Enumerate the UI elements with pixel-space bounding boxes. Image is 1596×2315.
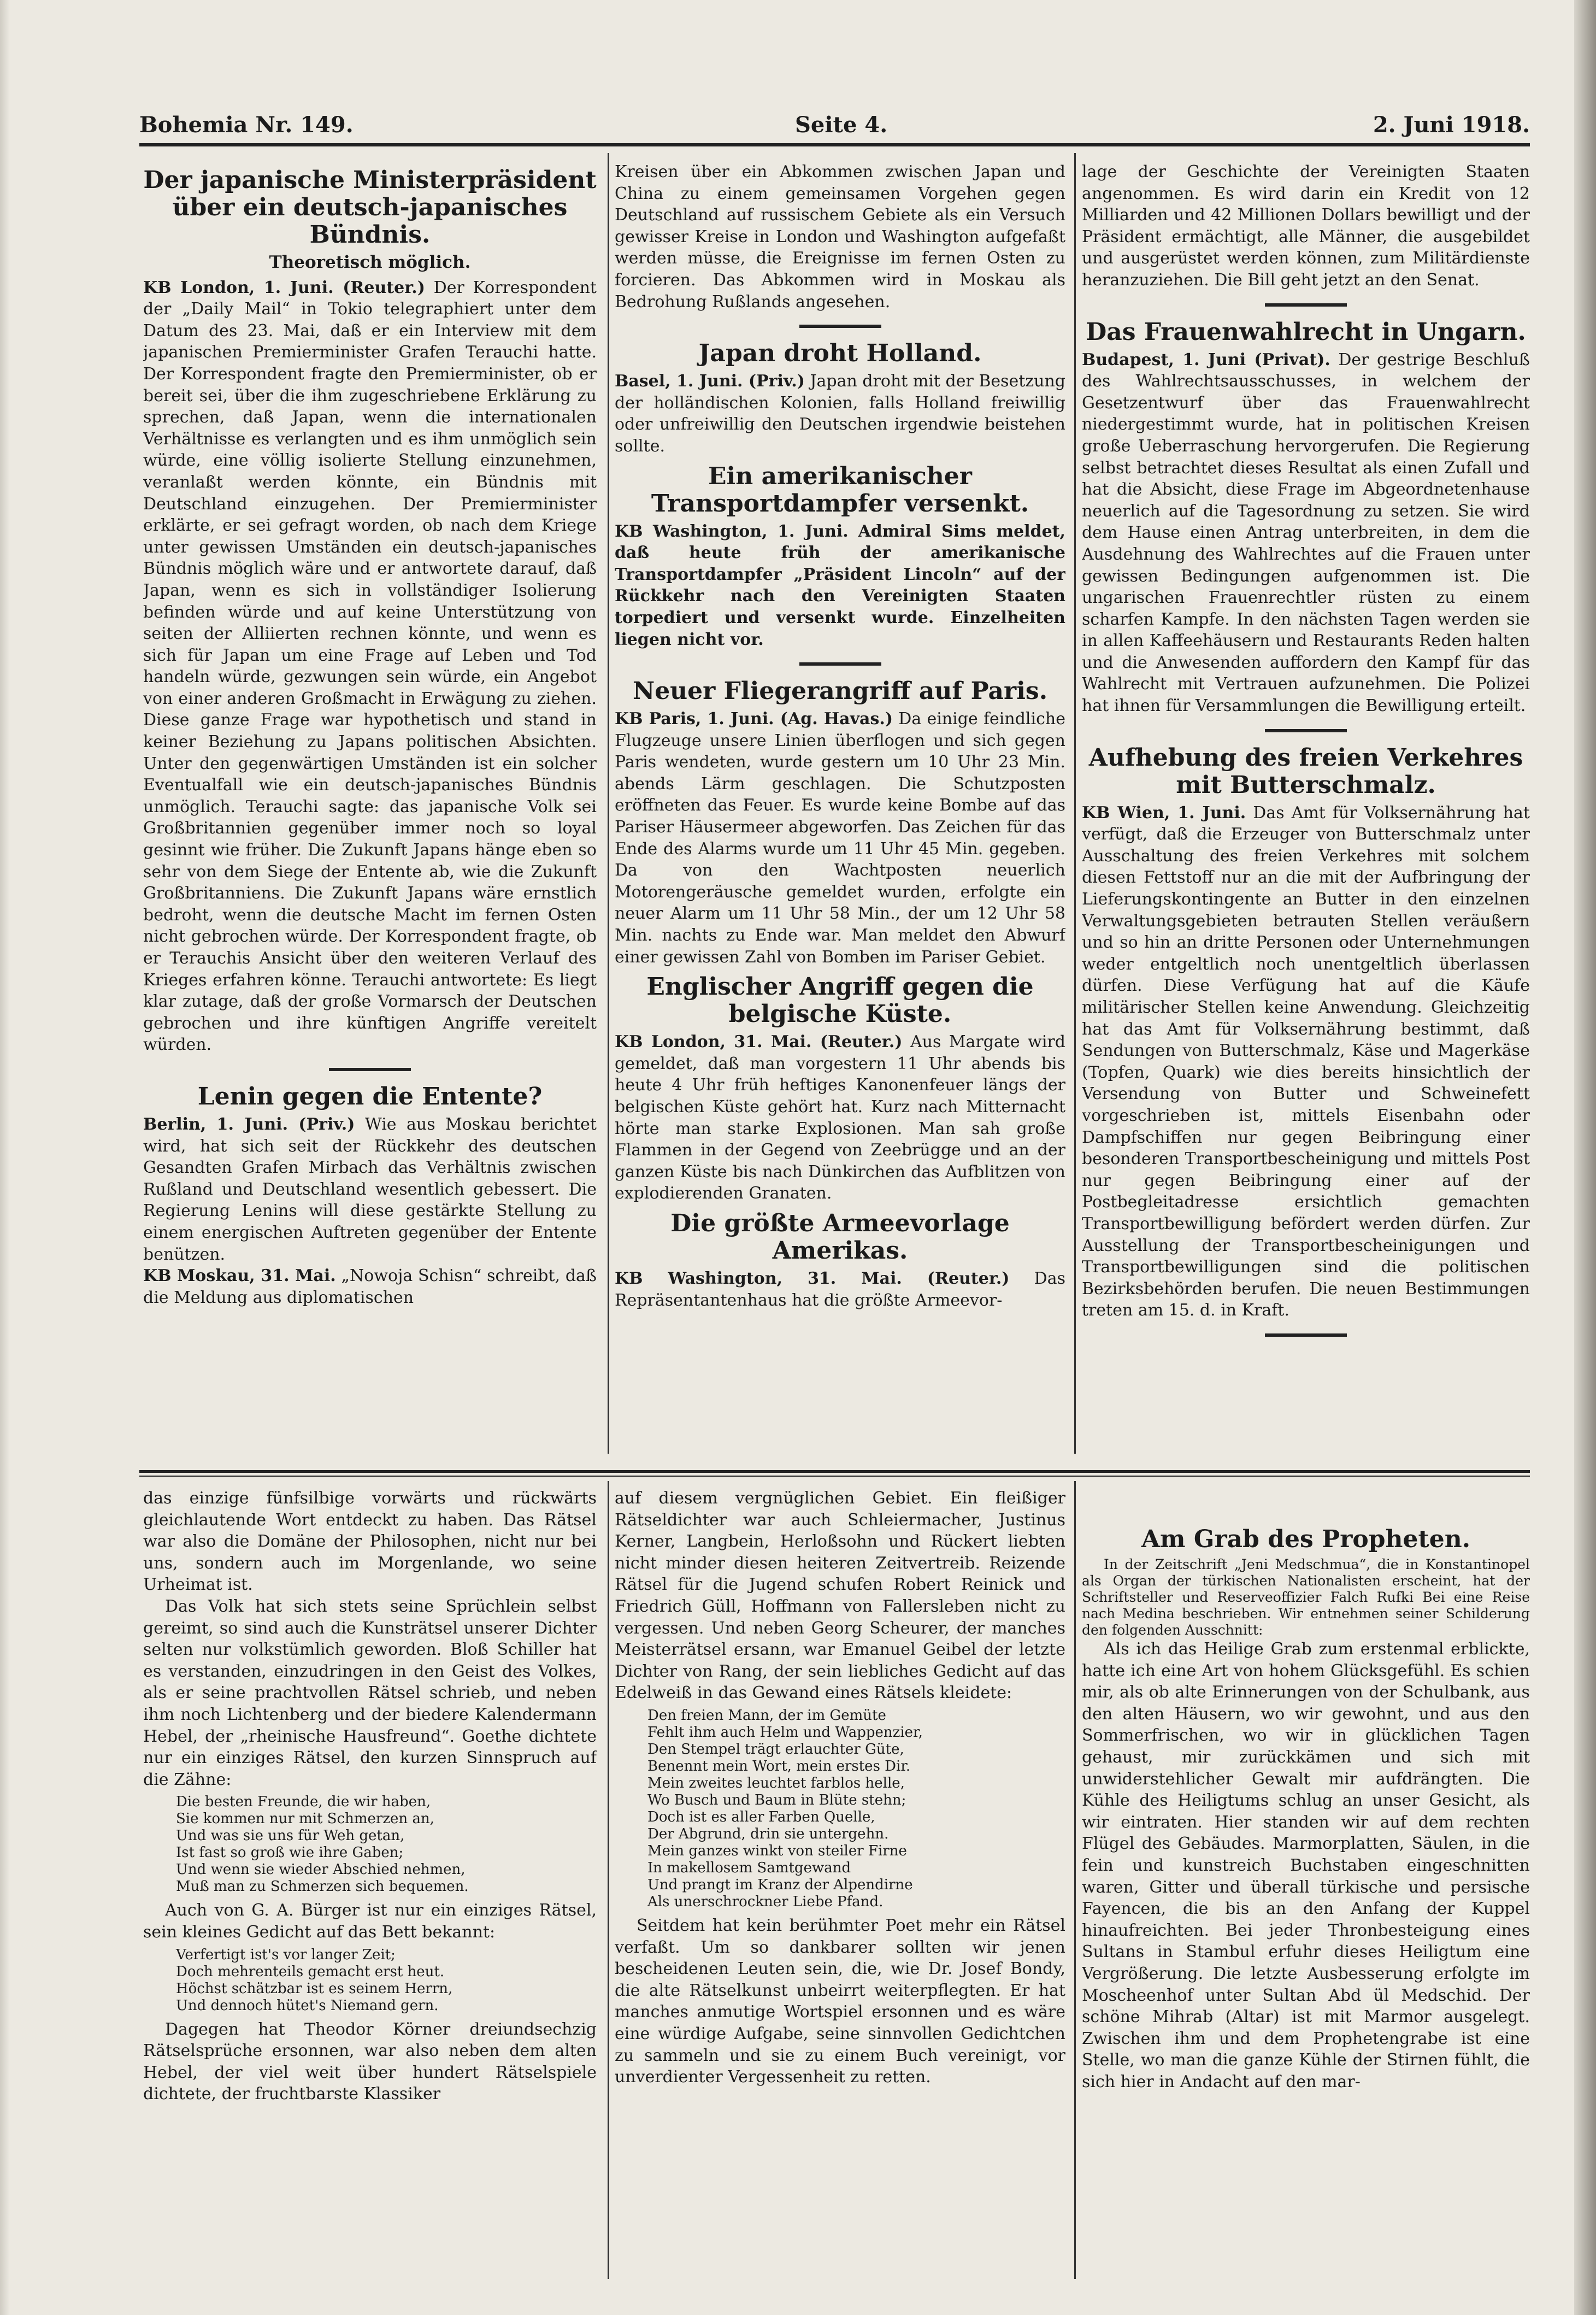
poem-line: Fehlt ihm auch Helm und Wappenzier, <box>647 1724 923 1741</box>
poem-line: Den freien Mann, der im Gemüte <box>647 1707 886 1724</box>
poem-line: Die besten Freunde, die wir haben, <box>176 1794 431 1811</box>
headline-lenin: Lenin gegen die Entente? <box>197 1082 543 1111</box>
poem-line: Und was sie uns für Weh getan, <box>176 1828 405 1844</box>
feuilleton-column-1 <box>143 1488 597 2285</box>
headline-armeevorlage: Die größte Armeevorlage Amerikas. <box>670 1209 1010 1265</box>
headline-frauenwahlrecht: Das Frauenwahlrecht in Ungarn. <box>1086 318 1526 346</box>
article-butterschmalz <box>1082 802 1530 1321</box>
article-armeevorlage-continued: lage der Geschichte der Vereinigten Staaten angenommen. Es wird darin ein Kredit von 12 Milliarden und 42 Millionen Dollars bewilligt und der Präsident ermächtigt, alle Männer, die ausgebildet und ausgerüstet werden können, zum Militärdienste heranzuziehen. Die Bill geht jetzt an den Senat. <box>1082 162 1530 290</box>
poem-line: Sie kommen nur mit Schmerzen an, <box>176 1811 434 1828</box>
poem-bett <box>176 1947 597 2014</box>
headline-japan-minister: Der japanische Ministerpräsident über ein deutsch-japanisches Bündnis. <box>143 166 597 249</box>
poem-line: In makellosem Samtgewand <box>647 1859 851 1876</box>
headline-transportdampfer: Ein amerikanischer Transportdampfer versenkt. <box>651 462 1029 518</box>
poem-line: Verfertigt ist's vor langer Zeit; <box>176 1946 396 1963</box>
column-divider-1 <box>608 153 609 1454</box>
article-japan-holland-body: Japan droht mit der Besetzung der holländischen Kolonien, falls Holland freiwillig oder unfreiwillig den Deutschen irgendwie beistehen sollte. <box>615 372 1065 456</box>
article-butterschmalz-body: Das Amt für Volksernährung hat verfügt, daß die Erzeuger von Butterschmalz unter Ausschaltung des freien Verkehres mit solchem diesen Fettstoff nur an die mit der Aufbringung der Lieferungskontingente an Butter in den einzelnen Verwaltungsgebieten betrauten Stellen veräußern und so hin an dritte Personen oder Unternehmungen weder entgeltlich noch unentgeltlich überlassen dürfen. Diese Verfügung hat auf die Käufe militärischer Stellen keine Anwendung. Gleichzeitig hat das Amt für Volksernährung bestimmt, daß Sendungen von Butterschmalz, Käse und Magerkäse (Topfen, Quark) wie dies bereits hinsichtlich der Versendung von Butter und Schweinefett vorgeschrieben ist, mittels Eisenbahn oder Dampfschiffen nur gegen Beibringung einer besonderen Transportbescheinigung und mittels Post nur gegen Beibringung einer auf der Postbegleitadresse ersichtlich gemachten Transportbewilligung befördert werden dürfen. Zur Ausstellung der Transportbescheinigungen und Transportbewilligungen sind die politischen Bezirksbehörden berufen. Die neuen Bestimmungen treten am 15. d. in Kraft. <box>1082 803 1530 1320</box>
article-belgische-kueste <box>615 1031 1065 1204</box>
feuilleton-paragraph-5: auf diesem vergnüglichen Gebiet. Ein fleißiger Rätseldichter war auch Schleiermacher, Justinus Kerner, Langbein, Herloßsohn und Rückert liebten nicht minder diesen heiteren Zeitvertreib. Reizende Rätsel für die Jugend schufen Robert Reinick und Friedrich Güll, Hoffmann von Fallersleben nicht zu vergessen. Und neben Georg Scheurer, der manches Meisterrätsel ersann, war Emanuel Geibel der letzte Dichter von Rang, der sein liebliches Gedicht auf das Edelweiß in das Gewand eines Rätsels kleidete: <box>615 1489 1065 1703</box>
page-header <box>139 112 1530 145</box>
poem-line: Als unerschrockner Liebe Pfand. <box>647 1893 884 1910</box>
article-separator <box>1265 303 1347 307</box>
headline-fliegerangriff: Neuer Fliegerangriff auf Paris. <box>632 677 1048 706</box>
article-separator <box>799 662 881 666</box>
poem-line: Und prangt im Kranz der Alpendirne <box>647 1876 913 1893</box>
feuilleton-rule <box>139 1470 1530 1473</box>
article-separator <box>1265 1333 1347 1337</box>
header-issue: Bohemia Nr. 149. <box>139 112 354 138</box>
column-divider-4 <box>1074 1481 1076 2279</box>
poem-line: Muß man zu Schmerzen sich bequemen. <box>176 1878 469 1895</box>
article-armeevorlage-body: Das Repräsentantenhaus hat die größte Armeevor- <box>615 1268 1065 1310</box>
dateline-wien: KB Wien, 1. Juni. <box>1082 803 1246 822</box>
feuilleton-paragraph-6: Seitdem hat kein berühmter Poet mehr ein Rätsel verfaßt. Um so dankbarer sollten wir jenen bescheidenen Leuten sein, die, wie Dr. Josef Bondy, die alte Rätselkunst unbeirrt weiterpflegten. Er hat manches anmutige Wortspiel ersonnen und es wäre eine würdige Aufgabe, seine sinnvollen Gedichtchen zu sammeln und sie zu einem Buch vereinigt, vor unverdienter Vergessenheit zu retten. <box>615 1916 1065 2087</box>
feuilleton-column-2 <box>615 1488 1065 2285</box>
feuilleton-paragraph-4: Dagegen hat Theodor Körner dreiundsechzig Rätselsprüche ersonnen, war also neben dem alten Hebel, der viel weit über hundert Rätselspiele dichtete, der fruchtbarste Klassiker <box>143 2019 597 2104</box>
article-transportdampfer <box>615 521 1065 651</box>
headline-grab-propheten: Am Grab des Propheten. <box>1141 1525 1471 1553</box>
dateline-paris: KB Paris, 1. Juni. (Ag. Havas.) <box>615 709 893 729</box>
column-divider-3 <box>608 1481 609 2279</box>
poem-line: Und dennoch hütet's Niemand gern. <box>176 1997 439 2014</box>
dateline-london: KB London, 1. Juni. (Reuter.) <box>143 278 425 297</box>
dateline-washington-2: KB Washington, 31. Mai. (Reuter.) <box>615 1268 1010 1288</box>
article-lenin <box>143 1114 597 1265</box>
article-moskau <box>143 1265 597 1308</box>
article-fliegerangriff <box>615 708 1065 968</box>
article-separator <box>329 1068 411 1071</box>
poem-line: Doch ist es aller Farben Quelle, <box>647 1808 875 1825</box>
article-japan-minister <box>143 277 597 1056</box>
poem-line: Wo Busch und Baum in Blüte stehn; <box>647 1791 906 1808</box>
poem-line: Den Stempel trägt erlauchter Güte, <box>647 1741 904 1758</box>
column-3 <box>1082 161 1530 1462</box>
headline-butterschmalz: Aufhebung des freien Verkehres mit Butterschmalz. <box>1088 743 1523 799</box>
subhead-theoretisch: Theoretisch möglich. <box>269 252 471 272</box>
dateline-washington: KB Washington, 1. Juni. <box>615 521 849 541</box>
article-japan-minister-body: Der Korrespondent der „Daily Mail“ in Tokio telegraphiert unter dem Datum des 23. Mai, daß er ein Interview mit dem japanischen Premierminister Grafen Terauchi hatte. Der Korrespondent fragte den Premierminister, ob er bereit sei, über die ihm zugeschriebene Erklärung zu sprechen, daß Japan, wenn die internationalen Verhältnisse es verlangten und es ihm unmöglich sein würde, eine völlig isolierte Stellung einzunehmen, veranlaßt werden könnte, ein Bündnis mit Deutschland einzugehen. Der Premierminister erklärte, er sei gefragt worden, ob nach dem Kriege unter gewissen Umständen ein deutsch-japanisches Bündnis möglich wäre und er antwortete darauf, daß Japan, wenn es sich in vollständiger Isolierung befinden würde und auf keine Unterstützung von seiten der Alliierten rechnen könnte, und wenn es sich für Japan um eine Frage auf Leben und Tod handeln würde, gezwungen sein würde, ein Angebot von einer anderen Großmacht in Erwägung zu ziehen. Diese ganze Frage war hypothetisch und stand in keiner Beziehung zu Japans politischen Absichten. Unter den gegenwärtigen Umständen ist ein solcher Eventualfall wie ein deutsch-japanisches Bündnis unmöglich. Terauchi sagte: das japanische Volk sei Großbritannien gegenüber immer noch so loyal gesinnt wie früher. Die Zukunft Japans hänge eben so sehr von dem Siege der Entente ab, wie die Zukunft Großbritanniens. Die Zukunft Japans wäre ernstlich bedroht, wenn die deutsche Macht im fernen Osten nicht gebrochen würde. Der Korrespondent fragte, ob er Terauchis Ansicht über den weiteren Verlauf des Krieges erfahren könne. Terauchi antwortete: Es liegt klar zutage, daß der große Vormarsch der Deutschen gebrochen und ihre künftigen Angriffe vereitelt würden. <box>143 278 597 1055</box>
headline-belgische-kueste: Englischer Angriff gegen die belgische Küste. <box>646 973 1034 1029</box>
header-date: 2. Juni 1918. <box>1373 112 1530 138</box>
column-2 <box>615 161 1065 1462</box>
dateline-berlin: Berlin, 1. Juni. (Priv.) <box>143 1114 355 1134</box>
column-1 <box>143 161 597 1462</box>
feuilleton-paragraph-1: das einzige fünfsilbige vorwärts und rückwärts gleichlautende Wort entdeckt zu haben. Das Rätsel war also die Domäne der Philosophen, nicht nur bei uns, sondern auch im Morgenlande, wo seine Urheimat ist. <box>143 1489 597 1595</box>
feuilleton-paragraph-2: Das Volk hat sich stets seine Sprüchlein selbst gereimt, so sind auch die Kunsträtsel unserer Dichter selten nur volkstümlich geworden. Bloß Schiller hat es verstanden, einzudringen in den Geist des Volkes, als er seine prachtvollen Rätsel schrieb, und neben ihm noch Lichtenberg und der biedere Kalendermann Hebel, der „rheinische Hausfreund“. Goethe dichtete nur ein einziges Rätsel, den kurzen Sinnspruch auf die Zähne: <box>143 1596 597 1789</box>
poem-zaehne <box>176 1794 597 1895</box>
header-page-number: Seite 4. <box>795 112 888 138</box>
poem-line: Mein ganzes winkt von steiler Firne <box>647 1842 907 1859</box>
poem-line: Mein zweites leuchtet farblos helle, <box>647 1775 905 1791</box>
dateline-moskau: KB Moskau, 31. Mai. <box>143 1266 336 1286</box>
poem-line: Ist fast so groß wie ihre Gaben; <box>176 1844 404 1861</box>
header-rule <box>139 143 1530 146</box>
poem-edelweiss <box>647 1707 1065 1911</box>
feuilleton-rule-thin <box>139 1476 1530 1477</box>
feuilleton-paragraph-3: Auch von G. A. Bürger ist nur ein einziges Rätsel, sein kleines Gedicht auf das Bett bekannt: <box>143 1901 597 1942</box>
poem-line: Der Abgrund, drin sie untergehn. <box>647 1825 889 1842</box>
prophet-intro: In der Zeitschrift „Jeni Medschmua“, die in Konstantinopel als Organ der türkischen Nationalisten erscheint, hat der Schriftsteller und Reserveoffizier Falch Rufki Bei eine Reise nach Medina beschrieben. Wir entnehmen seiner Schilderung den folgenden Ausschnitt: <box>1082 1556 1530 1638</box>
article-japan-holland <box>615 371 1065 457</box>
article-frauenwahlrecht <box>1082 349 1530 717</box>
article-separator <box>799 325 881 328</box>
article-separator <box>1265 729 1347 732</box>
poem-line: Höchst schätzbar ist es seinem Herrn, <box>176 1980 453 1997</box>
article-armeevorlage <box>615 1268 1065 1311</box>
column-divider-2 <box>1074 153 1076 1454</box>
dateline-budapest: Budapest, 1. Juni (Privat). <box>1082 350 1330 369</box>
article-moskau-body: „Nowoja Schisn“ schreibt, daß die Meldung aus diplomatischen <box>143 1266 597 1307</box>
poem-line: Doch mehrenteils gemacht erst heut. <box>176 1963 445 1980</box>
article-belgische-kueste-body: Aus Margate wird gemeldet, daß man vorgestern 11 Uhr abends bis heute 4 Uhr früh heftiges Kanonenfeuer längs der belgischen Küste gehört hat. Kurz nach Mitternacht hörte man starke Explosionen. Man sah große Flammen in der Gegend von Zeebrügge und an der ganzen Küste bis nach Dünkirchen das Aufblitzen von explodierenden Granaten. <box>615 1032 1065 1203</box>
dateline-london-2: KB London, 31. Mai. (Reuter.) <box>615 1032 903 1052</box>
feuilleton-column-3 <box>1082 1488 1530 2285</box>
poem-line: Und wenn sie wieder Abschied nehmen, <box>176 1861 466 1878</box>
poem-line: Benennt mein Wort, mein erstes Dir. <box>647 1758 911 1775</box>
article-lenin-body: Wie aus Moskau berichtet wird, hat sich seit der Rückkehr des deutschen Gesandten Grafen Mirbach das Verhältnis zwischen Rußland und Deutschland wesentlich gebessert. Die Regierung Lenins will diese gestärkte Stellung zu einem energischen Auftreten gegenüber der Entente benützen. <box>143 1114 597 1264</box>
article-fliegerangriff-body: Da einige feindliche Flugzeuge unsere Linien überflogen und sich gegen Paris wendeten, wurde gestern um 10 Uhr 23 Min. abends Lärm geschlagen. Die Schutzposten eröffneten das Feuer. Es wurde keine Bombe auf das Pariser Häusermeer abgeworfen. Das Zeichen für das Ende des Alarms wurde um 11 Uhr 45 Min. gegeben. Da von den Wachtposten neuerlich Motorengeräusche gemeldet wurden, erfolgte ein neuer Alarm um 11 Uhr 58 Min., der um 12 Uhr 58 Min. nachts zu Ende war. Man meldet den Abwurf einer gewissen Zahl von Bomben im Pariser Gebiet. <box>615 709 1065 967</box>
headline-japan-holland: Japan droht Holland. <box>698 339 982 368</box>
article-transportdampfer-body: Admiral Sims meldet, daß heute früh der amerikanische Transportdampfer „Präsident Lincoln“ auf der Rückkehr nach den Vereinigten Staaten torpediert und versenkt wurde. Einzelheiten liegen nicht vor. <box>615 521 1065 649</box>
page-left-edge <box>0 0 10 2315</box>
prophet-body: Als ich das Heilige Grab zum erstenmal erblickte, hatte ich eine Art von hohem Glücksgefühl. Es schien mir, als ob alte Erinnerungen von der Schulbank, aus den alten Häusern, wo wir gewohnt, und aus den Sommerfrischen, wo wir in glücklichen Tagen gehaust, mir zurückkämen und sich mit unwiderstehlicher Gewalt mir aufdrängten. Die Kühle des Heiligtums schlug an unser Gesicht, als wir eintraten. Hier standen wir auf dem rechten Flügel des Gebäudes. Marmorplatten, Säulen, in die fein und kunstreich Buchstaben eingeschnitten waren, Gitter und überall türkische und persische Fayencen, die bis an den Anfang der Kuppel hinaufreichten. Bei jeder Thronbesteigung eines Sultans in Stambul erfuhr dieses Heiligtum eine Vergrößerung. Die letzte Ausbesserung erfolgte im Moscheenhof unter Sultan Abd ül Medschid. Der schöne Mihrab (Altar) ist mit Marmor ausgelegt. Zwischen ihm und dem Prophetengrabe ist eine Stelle, wo man die ganze Kühle der Stirnen fühlt, die sich hier in Andacht auf den mar- <box>1082 1640 1530 2091</box>
article-moskau-continued: Kreisen über ein Abkommen zwischen Japan und China zu einem gemeinsamen Vorgehen gegen Deutschland auf russischem Gebiete als ein Versuch gewisser Kreise in London und Washington aufgefaßt werden müsse, die Ereignisse im fernen Osten zu forcieren. Das Abkommen wird in Moskau als Bedrohung Rußlands angesehen. <box>615 162 1065 312</box>
page-right-edge <box>1574 0 1596 2315</box>
article-frauenwahlrecht-body: Der gestrige Beschluß des Wahlrechtsausschusses, in welchem der Gesetzentwurf über das Frauenwahlrecht niedergestimmt wurde, hat in politischen Kreisen große Ueberraschung hervorgerufen. Die Regierung selbst betrachtet dieses Resultat als einen Zufall und hat die Absicht, diese Frage im Abgeordnetenhause neuerlich auf die Tagesordnung zu setzen. Sie wird dem Hause einen Antrag unterbreiten, in dem die Ausdehnung des Wahlrechtes auf die Frauen unter gewissen Bedingungen aufgenommen ist. Die ungarischen Frauenrechtler rüsten zu einem scharfen Kampfe. In den nächsten Tagen werden sie in allen Kaffeehäusern und Restaurants Reden halten und die Anwesenden auffordern den Kampf für das Wahlrecht mit Vertrauen aufzunehmen. Die Polizei hat ihnen für Versammlungen die Bewilligung erteilt. <box>1082 350 1530 716</box>
dateline-basel: Basel, 1. Juni. (Priv.) <box>615 372 805 391</box>
